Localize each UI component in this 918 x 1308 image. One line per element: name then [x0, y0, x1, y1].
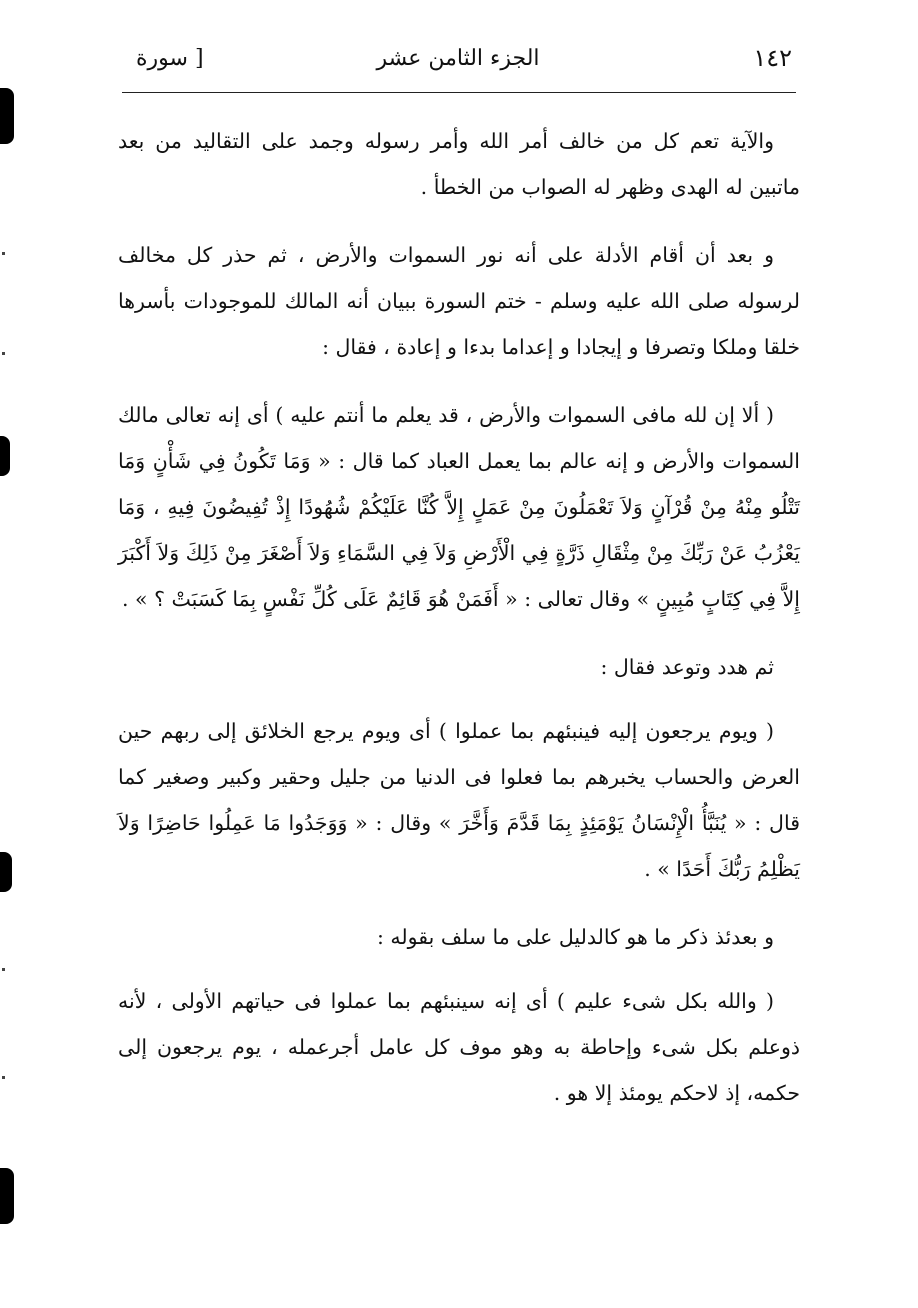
- paragraph: ثم هدد وتوعد فقال :: [600, 655, 774, 679]
- paragraph: ( ويوم يرجعون إليه فينبئهم بما عملوا ) أى ويوم يرجع الخلائق إلى ربهم حين العرض والحساب يخبرهم بما فعلوا فى الدنيا من جليل وحقير وكبير وصغير كما قال : « يُنَبَّأُ الْإِنْسَانُ يَوْمَئِذٍ بِمَا قَدَّمَ وَأَخَّرَ » وقال : « وَوَجَدُوا مَا عَمِلُوا حَاضِرًا وَلاَ يَظْلِمُ رَبُّكَ أَحَدًا » .: [118, 719, 800, 881]
- page-number: ١٤٢: [753, 44, 792, 72]
- scan-edge-mark: [0, 1168, 14, 1224]
- paragraph: ( ألا إن لله مافى السموات والأرض ، قد يعلم ما أنتم عليه ) أى إنه تعالى مالك السموات والأرض و إنه عالم بما يعمل العباد كما قال : « وَمَا تَكُونُ فِي شَأْنٍ وَمَا تَتْلُو مِنْهُ مِنْ قُرْآنٍ وَلاَ تَعْمَلُونَ مِنْ عَمَلٍ إِلاَّ كُنَّا عَلَيْكُمْ شُهُودًا إِذْ تُفِيضُونَ فِيهِ ، وَمَا يَعْزُبُ عَنْ رَبِّكَ مِنْ مِثْقَالِ ذَرَّةٍ فِي الْأَرْضِ وَلاَ فِي السَّمَاءِ وَلاَ أَصْغَرَ مِنْ ذَلِكَ وَلاَ أَكْبَرَ إِلاَّ فِي كِتَابٍ مُبِينٍ » وقال تعالى : « أَفَمَنْ هُوَ قَائِمٌ عَلَى كُلِّ نَفْسٍ بِمَا كَسَبَتْ ؟ » .: [118, 403, 800, 611]
- surah-label: [ سورة: [136, 46, 204, 71]
- page-body: [118, 118, 800, 1138]
- page-header: [120, 44, 796, 84]
- scan-edge-mark: [0, 436, 10, 476]
- paragraph: و بعد أن أقام الأدلة على أنه نور السموات والأرض ، ثم حذر كل مخالف لرسوله صلى الله عليه وسلم - ختم السورة ببيان أنه المالك للموجودات بأسرها خلقا وملكا وتصرفا و إيجادا و إعداما بدءا و إعادة ، فقال :: [118, 243, 800, 359]
- scan-speck: [2, 252, 5, 255]
- paragraph: و بعدئذ ذكر ما هو كالدليل على ما سلف بقوله :: [376, 925, 774, 949]
- scan-edge-mark: [0, 852, 12, 892]
- paragraph: ( والله بكل شىء عليم ) أى إنه سينبئهم بما عملوا فى حياتهم الأولى ، لأنه ذوعلم بكل شىء وإحاطة به وهو موف كل عامل أجرعمله ، يوم يرجعون إلى حكمه، إذ لاحكم يومئذ إلا هو .: [118, 989, 800, 1105]
- scan-speck: [2, 352, 5, 355]
- scan-speck: [2, 968, 5, 971]
- scan-speck: [2, 1076, 5, 1079]
- paragraph: والآية تعم كل من خالف أمر الله وأمر رسوله وجمد على التقاليد من بعد ماتبين له الهدى وظهر له الصواب من الخطأ .: [118, 129, 800, 199]
- scan-edge-mark: [0, 88, 14, 144]
- header-divider: [122, 92, 796, 93]
- running-title: الجزء الثامن عشر: [376, 46, 540, 71]
